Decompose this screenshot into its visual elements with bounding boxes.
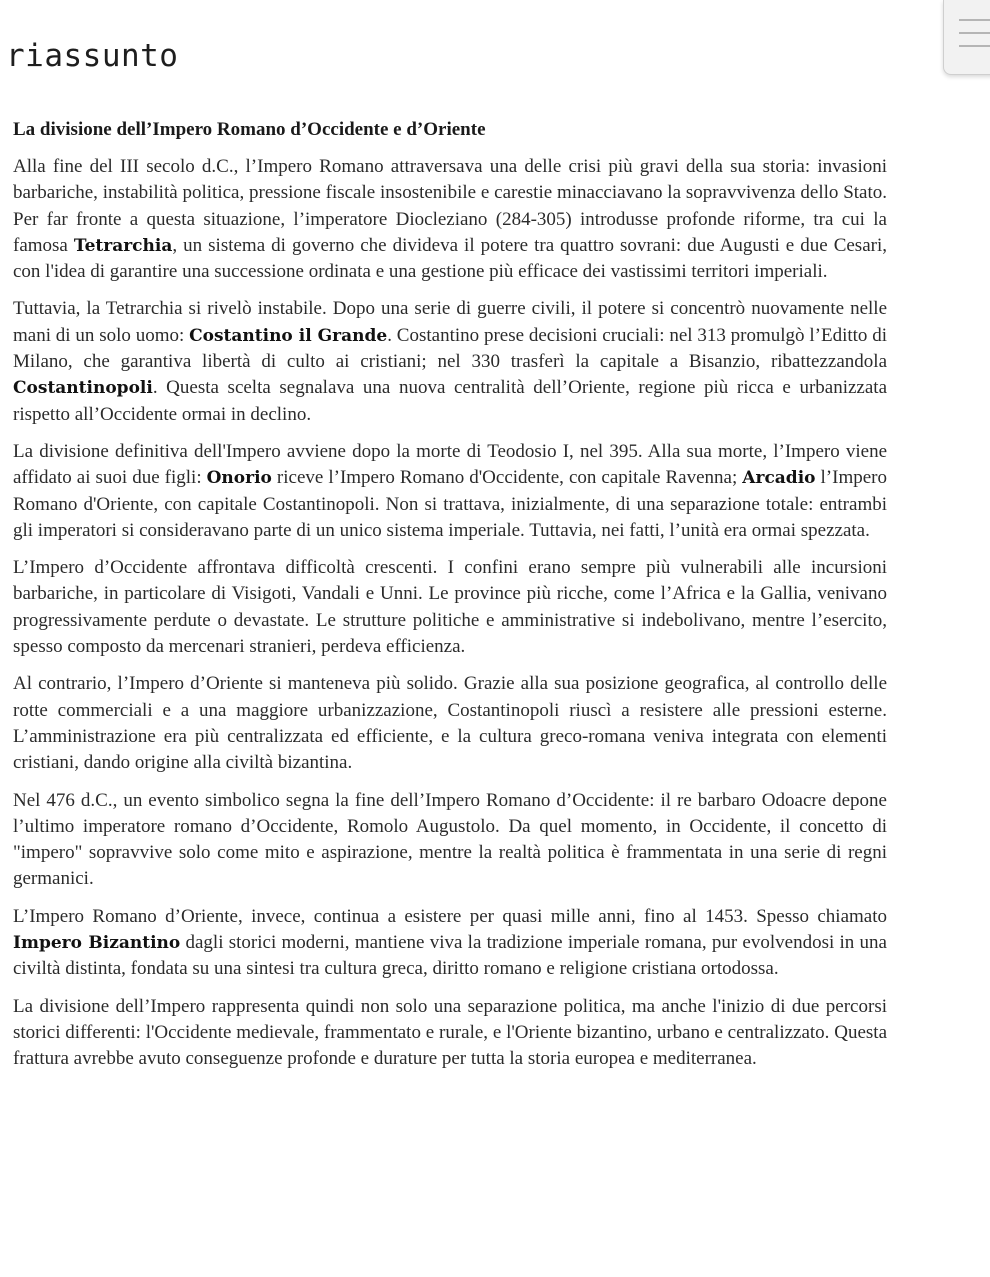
paragraph-text: Al contrario, l’Impero d’Oriente si manteneva più solido. Grazie alla sua posizione geografica, al controllo delle rotte commerciali e a una maggiore urbanizzazione, Costantinopoli riuscì a resistere alle pressioni esterne. L’amministrazione era più centralizzata ed efficiente, e la cultura greco-romana veniva integrata con elementi cristiani, dando origine alla civiltà bizantina.: [13, 673, 887, 774]
app-title: riassunto: [6, 38, 179, 74]
bold-term: Arcadio: [742, 468, 816, 489]
paragraph-text: . Costantino prese decisioni cruciali: nel 313 promulgò l’Editto di Milano, che garantiva libertà di culto ai cristiani; nel 330 trasferì la capitale a Bisanzio, ribattezzandola: [13, 324, 888, 373]
paragraph-text: l’Impero Romano d'Oriente, con capitale Costantinopoli. Non si trattava, inizialmente, di una separazione totale: entrambi gli imperatori si consideravano parte di un unico sistema imperiale. Tuttavia, nei fatti, l’unità era ormai spezzata.: [13, 467, 887, 541]
paragraph: [13, 788, 887, 893]
paragraph-text: La divisione definitiva dell'Impero avviene dopo la morte di Teodosio I, nel 395. Alla sua morte, l’Impero viene affidato ai suoi due figli:: [13, 440, 887, 489]
document-title: La divisione dell’Impero Romano d’Occidente e d’Oriente: [13, 119, 486, 140]
paragraph-text: La divisione dell’Impero rappresenta quindi non solo una separazione politica, ma anche l'inizio di due percorsi storici differenti: l'Occidente medievale, frammentato e rurale, e l'Oriente bizantino, urbano e centralizzato. Questa frattura avrebbe avuto conseguenze profonde e durature per tutta la storia europea e mediterranea.: [13, 995, 887, 1070]
paragraph: [13, 994, 887, 1073]
paragraph-text: Alla fine del III secolo d.C., l’Impero Romano attraversava una delle crisi più gravi della sua storia: invasioni barbariche, instabilità politica, pressione fiscale insostenibile e carestie minacciavano la sopravvivenza dello Stato. Per far fronte a questa situazione, l’imperatore Diocleziano (284-305) introdusse profonde riforme, tra cui la famosa: [13, 156, 887, 256]
paragraph-text: L’Impero d’Occidente affrontava difficoltà crescenti. I confini erano sempre più vulnerabili alle incursioni barbariche, in particolare di Visigoti, Vandali e Unni. Le province più ricche, come l’Africa e la Gallia, venivano progressivamente perdute o devastate. Le strutture politiche e amministrative si indebolivano, mentre l’esercito, spesso composto da mercenari stranieri, perdeva efficienza.: [13, 557, 887, 658]
paragraph-text: riceve l’Impero Romano d'Occidente, con capitale Ravenna;: [271, 467, 743, 489]
paragraph-text: Nel 476 d.C., un evento simbolico segna la fine dell’Impero Romano d’Occidente: il re barbaro Odoacre depone l’ultimo imperatore romano d’Occidente, Romolo Augustolo. Da quel momento, in Occidente, il concetto di "impero" sopravvive solo come mito e aspirazione, mentre la realtà politica è frammentata in una serie di regni germanici.: [13, 789, 887, 890]
hamburger-menu-icon-bar: [959, 45, 990, 47]
hamburger-menu-icon-bar: [959, 32, 990, 34]
paragraph: [13, 555, 887, 660]
paragraph: [13, 296, 887, 427]
document-body: [13, 116, 887, 1084]
paragraph-list: [13, 154, 887, 1073]
paragraph: [13, 904, 887, 983]
paragraph-text: , un sistema di governo che divideva il potere tra quattro sovrani: due Augusti e due Cesari, con l'idea di garantire una successione ordinata e una gestione più efficace dei vastissimi territori imperiali.: [13, 234, 887, 283]
paragraph: [13, 154, 887, 285]
hamburger-menu-icon: [959, 19, 990, 21]
hamburger-menu-button[interactable]: [943, 0, 990, 75]
paragraph: [13, 671, 887, 776]
bold-term: Costantino il Grande: [189, 325, 388, 346]
paragraph-text: . Questa scelta segnalava una nuova centralità dell’Oriente, regione più ricca e urbanizzata rispetto all’Occidente ormai in declino.: [13, 377, 887, 425]
bold-term: Onorio: [206, 468, 272, 489]
paragraph-text: L’Impero Romano d’Oriente, invece, continua a esistere per quasi mille anni, fino al 1453. Spesso chiamato: [13, 905, 887, 927]
bold-term: Impero Bizantino: [13, 933, 181, 954]
paragraph-text: Tuttavia, la Tetrarchia si rivelò instabile. Dopo una serie di guerre civili, il potere si concentrò nuovamente nelle mani di un solo uomo:: [13, 298, 887, 346]
paragraph-text: dagli storici moderni, mantiene viva la tradizione imperiale romana, pur evolvendosi in una civiltà distinta, fondata su una sintesi tra cultura greca, diritto romano e religione cristiana ortodossa.: [13, 932, 887, 980]
paragraph: [13, 439, 887, 544]
bold-term: Costantinopoli: [13, 378, 153, 399]
bold-term: Tetrarchia: [73, 235, 173, 256]
